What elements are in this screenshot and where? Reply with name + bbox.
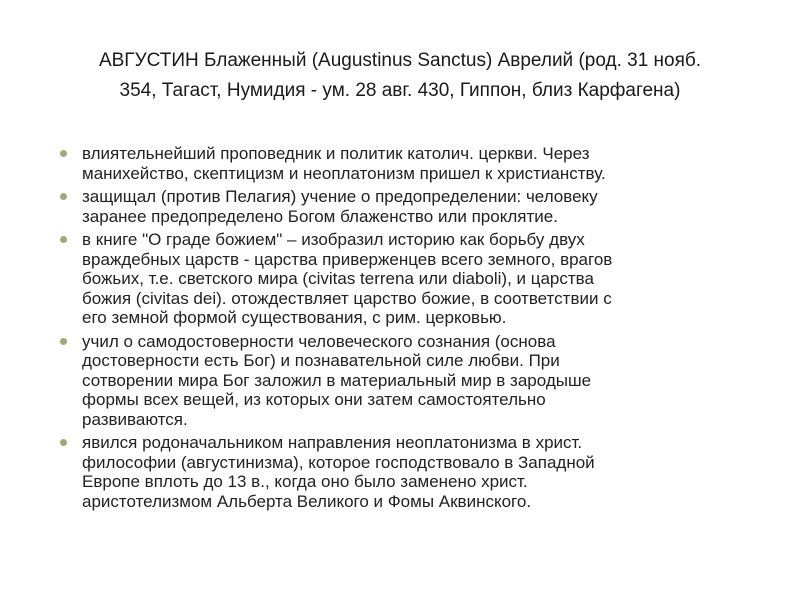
bullet-line: явился родоначальником направления неоплатонизма в христ. [82, 433, 583, 452]
bullet-dot-icon [60, 150, 67, 157]
title-line: АВГУСТИН Блаженный (Augustinus Sanctus) Аврелий (род. 31 нояб. [98, 50, 702, 71]
bullet-line: достоверности есть Бог) и познавательной силе любви. При [82, 351, 560, 370]
bullet-line: божьих, т.е. светского мира (civitas terrena или diaboli), и царства [82, 269, 594, 288]
bullet-line: заранее предопределено Богом блаженство или проклятие. [82, 206, 558, 226]
slide-title [60, 46, 740, 106]
bullet-dot-icon [60, 338, 67, 345]
bullet-list [58, 144, 748, 515]
bullet-item [58, 187, 748, 226]
bullet-line: враждебных царств - царства приверженцев всего земного, врагов [82, 249, 613, 269]
bullet-dot-icon [60, 193, 67, 200]
bullet-line: развиваются. [82, 409, 188, 429]
bullet-line: божия (civitas dei). отождествляет царство божие, в соответствии с [82, 288, 612, 308]
bullet-line: его земной формой существования, с рим. церковью. [82, 308, 507, 327]
bullet-line: учил о самодостоверности человеческого сознания (основа [82, 331, 556, 351]
title-line: 354, Тагаст, Нумидия - ум. 28 авг. 430, Гиппон, близ Карфагена) [119, 80, 681, 101]
bullet-item [58, 433, 748, 511]
bullet-dot-icon [60, 439, 67, 446]
bullet-item [58, 144, 748, 183]
bullet-line: в книге "О граде божием" – изобразил историю как борьбу двух [82, 230, 585, 249]
bullet-line: влиятельнейший проповедник и политик католич. церкви. Через [82, 144, 590, 163]
bullet-line: защищал (против Пелагия) учение о предопределении: человеку [82, 187, 598, 206]
bullet-line: формы всех вещей, из которых они затем самостоятельно [82, 390, 546, 409]
bullet-line: аристотелизмом Альберта Великого и Фомы Аквинского. [82, 491, 532, 511]
bullet-item [58, 332, 748, 430]
bullet-dot-icon [60, 236, 67, 243]
bullet-line: Европе вплоть до 13 в., когда оно было заменено христ. [82, 472, 528, 491]
bullet-line: манихейство, скептицизм и неоплатонизм пришел к христианству. [82, 163, 606, 183]
bullet-line: сотворении мира Бог заложил в материальный мир в зародыше [82, 370, 592, 390]
bullet-item [58, 230, 748, 328]
bullet-line: философии (августинизма), которое господствовало в Западной [82, 452, 595, 472]
